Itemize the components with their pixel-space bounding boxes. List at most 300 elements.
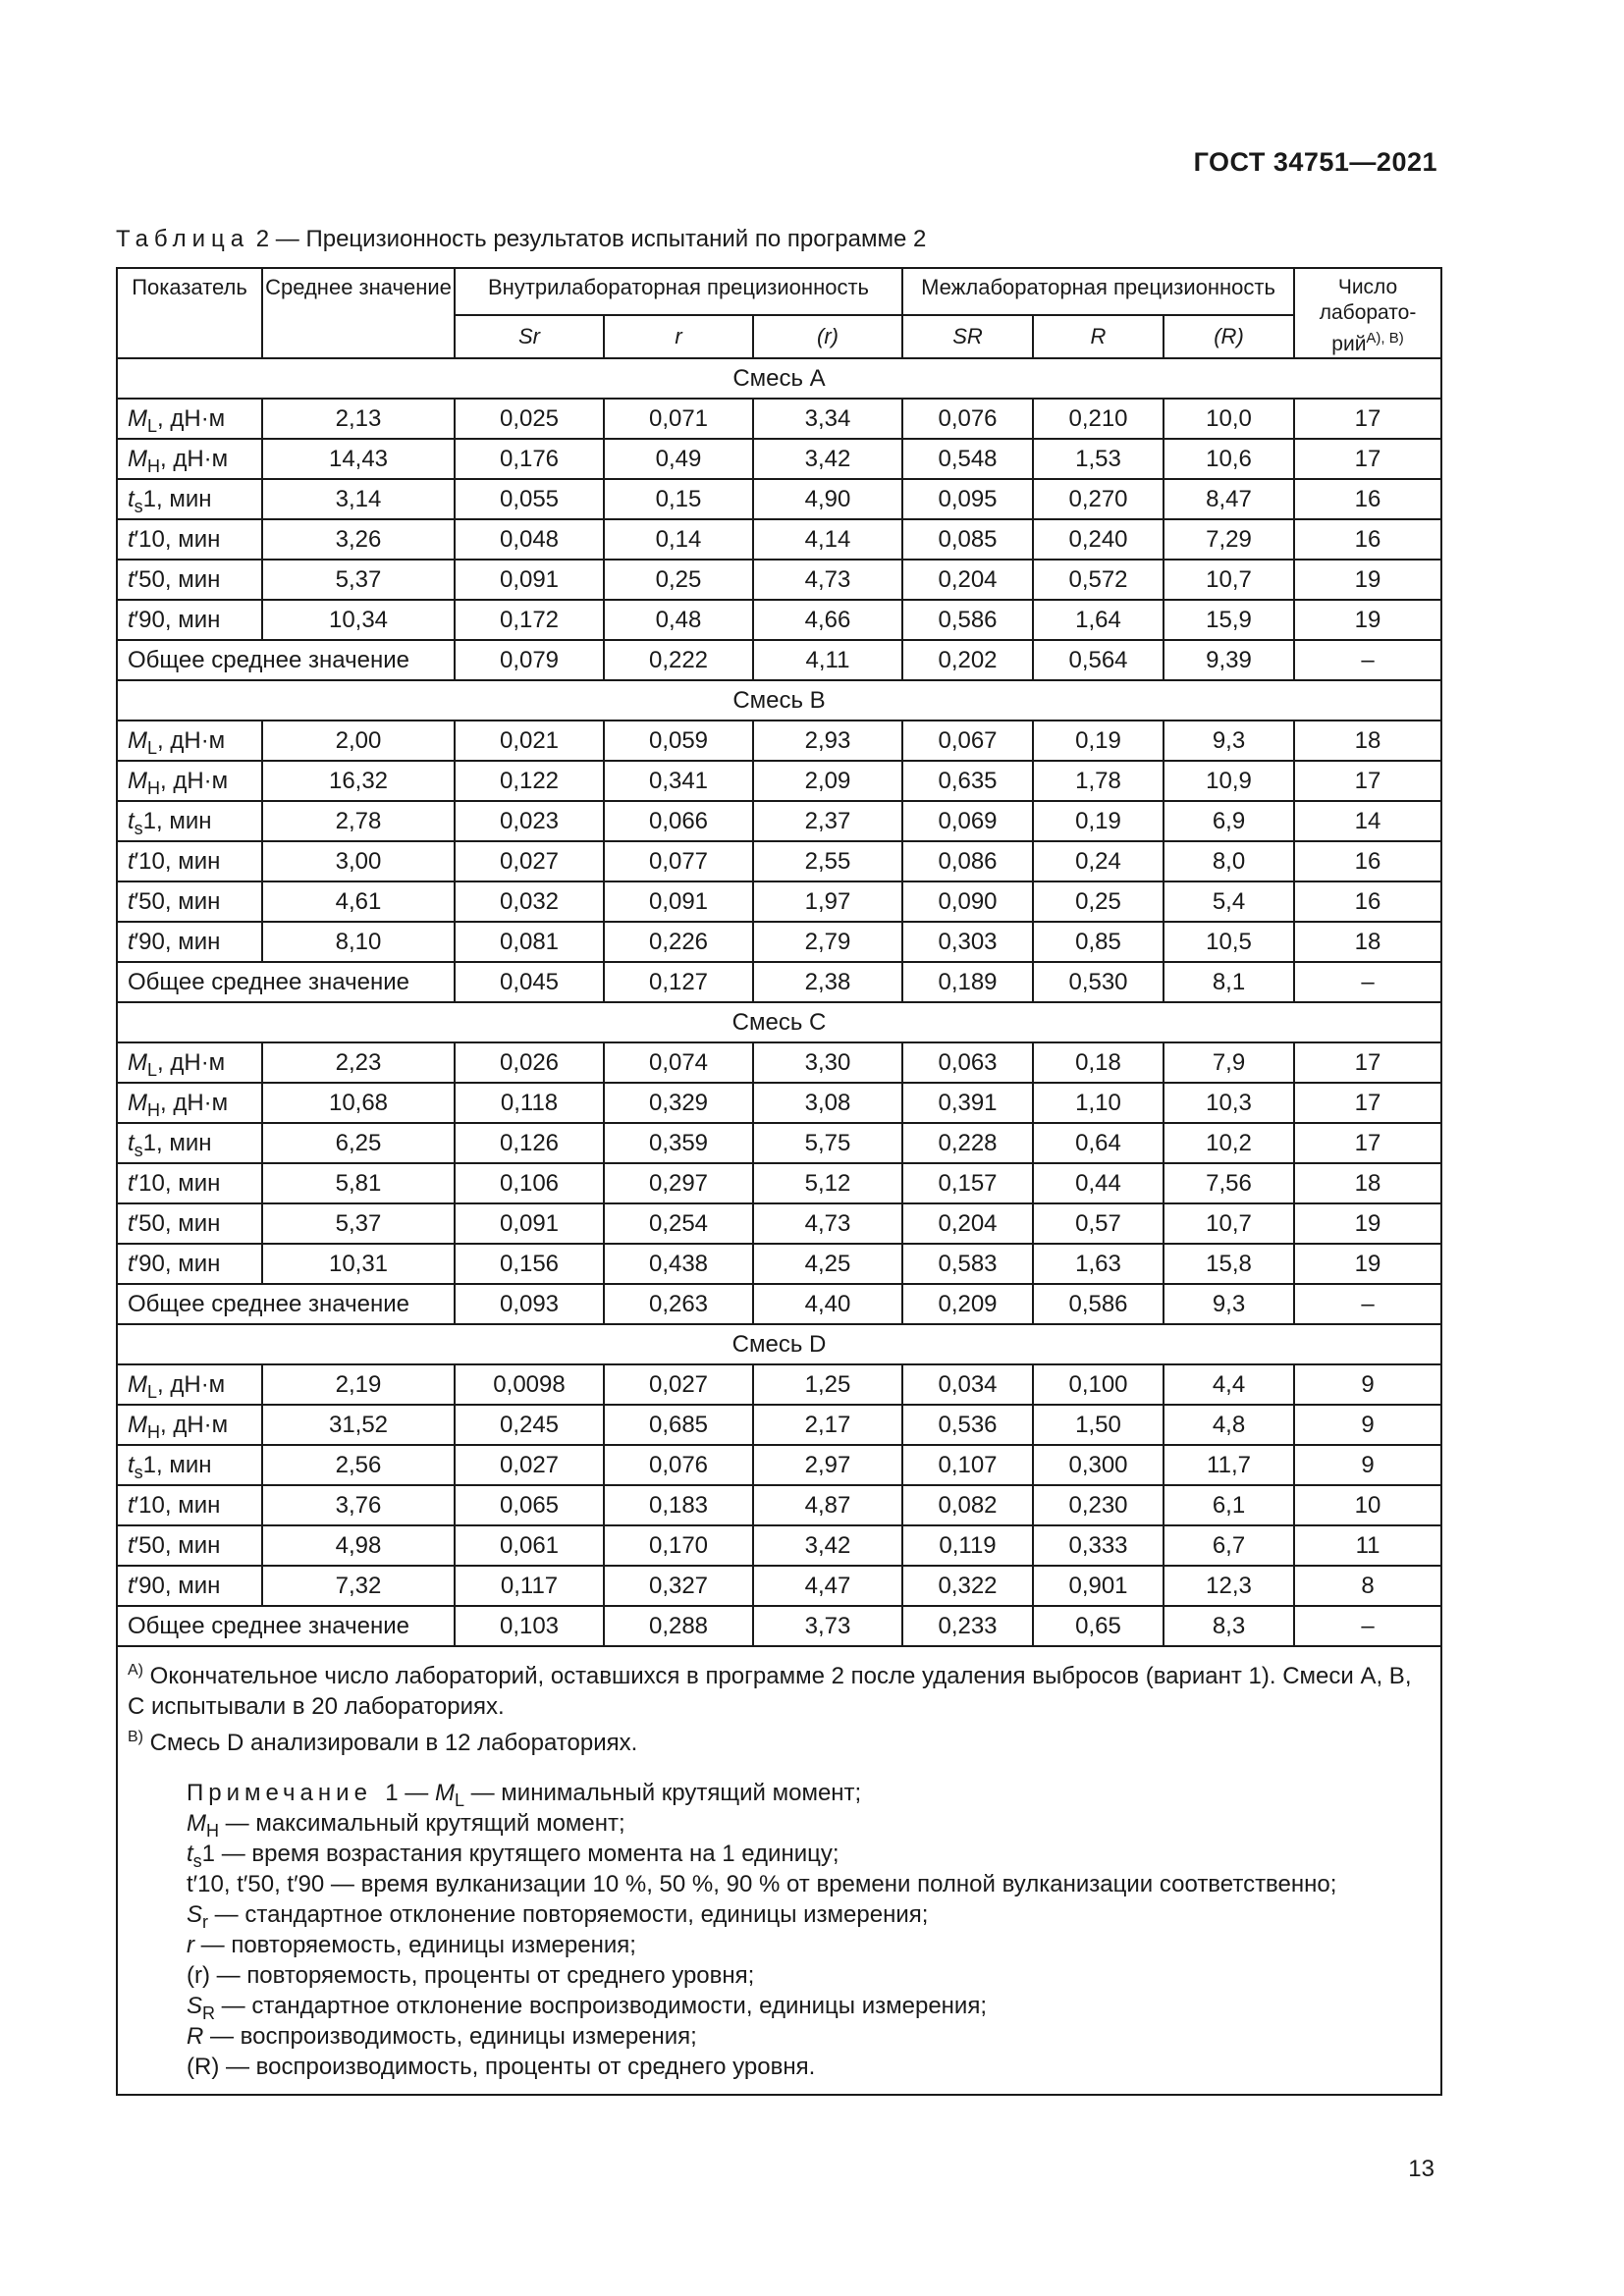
subheader-1 (604, 315, 753, 358)
table-cell: 5,37 (262, 560, 455, 600)
table-cell: 1,97 (753, 881, 902, 922)
table-cell: 17 (1294, 761, 1441, 801)
table-cell: 18 (1294, 1163, 1441, 1203)
table-cell: 4,61 (262, 881, 455, 922)
table-cell: 0,685 (604, 1405, 753, 1445)
table-cell: 16 (1294, 479, 1441, 519)
note-text: — стандартное отклонение воспроизводимости, единицы измерения; (215, 1993, 987, 2019)
table-cell: 10,6 (1164, 439, 1294, 479)
table-cell: 11,7 (1164, 1445, 1294, 1485)
note-line (187, 1869, 1431, 1899)
table-cell: 0,341 (604, 761, 753, 801)
indicator-unit: , дН·м (160, 445, 229, 472)
indicator-symbol: t (128, 1209, 135, 1237)
table-cell: 0,202 (902, 640, 1033, 680)
table-cell: 2,37 (753, 801, 902, 841)
table-row (117, 1364, 1441, 1405)
table-cell: 2,38 (753, 962, 902, 1002)
note-text: — время возрастания крутящего момента на 1 единицу; (215, 1841, 839, 1867)
table-cell: 8,10 (262, 922, 455, 962)
table-cell: 0,085 (902, 519, 1033, 560)
indicator-unit: ′50, мин (134, 565, 221, 593)
indicator-unit: ′10, мин (134, 1169, 221, 1197)
table-cell: 0,57 (1033, 1203, 1164, 1244)
table-cell: 4,8 (1164, 1405, 1294, 1445)
table-cell: 0,091 (455, 560, 604, 600)
table-cell: 3,76 (262, 1485, 455, 1525)
table-cell: 0,240 (1033, 519, 1164, 560)
note-line (187, 1991, 1431, 2021)
indicator-symbol: M (128, 404, 147, 432)
indicator-label (117, 1083, 262, 1123)
table-cell: 5,12 (753, 1163, 902, 1203)
table-cell: 0,391 (902, 1083, 1033, 1123)
header-indicator: Показатель (117, 268, 262, 358)
table-cell: 18 (1294, 922, 1441, 962)
table-cell: 0,034 (902, 1364, 1033, 1405)
note-tail: 1 (201, 1841, 216, 1867)
table-cell: – (1294, 640, 1441, 680)
table-cell: 8,47 (1164, 479, 1294, 519)
note-line (187, 1839, 1431, 1869)
indicator-label (117, 1163, 262, 1203)
indicator-symbol: M (128, 767, 147, 794)
subheader-2 (753, 315, 902, 358)
indicator-unit: ′50, мин (134, 887, 221, 915)
table-cell: 6,9 (1164, 801, 1294, 841)
table-cell: 0,300 (1033, 1445, 1164, 1485)
indicator-symbol: t (128, 1572, 135, 1599)
table-cell: 0,586 (1033, 1284, 1164, 1324)
table-cell: 0,226 (604, 922, 753, 962)
table-cell: 15,8 (1164, 1244, 1294, 1284)
table-cell: 0,359 (604, 1123, 753, 1163)
table-cell: 2,00 (262, 721, 455, 761)
table-cell: 0,64 (1033, 1123, 1164, 1163)
section-title: Смесь С (117, 1002, 1441, 1042)
indicator-label (117, 1525, 262, 1566)
indicator-unit: , дН·м (160, 1089, 229, 1116)
table-cell: 0,635 (902, 761, 1033, 801)
table-cell: 10,5 (1164, 922, 1294, 962)
indicator-symbol: M (128, 1089, 147, 1116)
table-cell: 2,93 (753, 721, 902, 761)
table-cell: 0,172 (455, 600, 604, 640)
table-cell: 3,00 (262, 841, 455, 881)
table-row (117, 1445, 1441, 1485)
table-cell: 0,027 (455, 841, 604, 881)
table-cell: 19 (1294, 1203, 1441, 1244)
table-cell: 2,23 (262, 1042, 455, 1083)
table-cell: 0,438 (604, 1244, 753, 1284)
note-line (187, 1808, 1431, 1839)
note-line (187, 1899, 1431, 1930)
table-cell: 19 (1294, 1244, 1441, 1284)
indicator-label (117, 439, 262, 479)
table-row (117, 1123, 1441, 1163)
indicator-label (117, 841, 262, 881)
indicator-unit: , дН·м (157, 1048, 226, 1076)
table-row (117, 399, 1441, 439)
table-row (117, 841, 1441, 881)
table-cell: 16,32 (262, 761, 455, 801)
table-cell: 2,17 (753, 1405, 902, 1445)
table-cell: 0,19 (1033, 721, 1164, 761)
table-cell: 4,11 (753, 640, 902, 680)
table-cell: 5,37 (262, 1203, 455, 1244)
table-cell: 0,025 (455, 399, 604, 439)
indicator-unit: 1, мин (142, 807, 212, 834)
note-symbol: t (187, 1841, 193, 1867)
indicator-symbol: t (128, 525, 135, 553)
table-cell: 0,222 (604, 640, 753, 680)
table-cell: 0,063 (902, 1042, 1033, 1083)
subheader-0 (455, 315, 604, 358)
table-cell: 4,87 (753, 1485, 902, 1525)
indicator-subscript: L (147, 415, 158, 436)
table-cell: 5,75 (753, 1123, 902, 1163)
table-row (117, 1525, 1441, 1566)
table-cell: 9 (1294, 1405, 1441, 1445)
table-row (117, 1163, 1441, 1203)
note-symbol: M (434, 1780, 455, 1806)
table-cell: 0,583 (902, 1244, 1033, 1284)
table-cell: 10,3 (1164, 1083, 1294, 1123)
table-cell: 0,086 (902, 841, 1033, 881)
table-cell: 7,56 (1164, 1163, 1294, 1203)
table-cell: 0,100 (1033, 1364, 1164, 1405)
indicator-symbol: t (128, 485, 135, 512)
table-cell: 10,7 (1164, 560, 1294, 600)
indicator-label (117, 721, 262, 761)
table-cell: 0,118 (455, 1083, 604, 1123)
table-cell: 0,209 (902, 1284, 1033, 1324)
note-text: (R) — воспроизводимость, проценты от среднего уровня. (187, 2054, 816, 2080)
table-cell: 31,52 (262, 1405, 455, 1445)
table-cell: 0,027 (604, 1364, 753, 1405)
table-cell: 12,3 (1164, 1566, 1294, 1606)
indicator-symbol: t (128, 565, 135, 593)
note-prefix: Примечание (187, 1780, 372, 1806)
table-cell: 0,026 (455, 1042, 604, 1083)
table-cell: 0,103 (455, 1606, 604, 1646)
note-text: — воспроизводимость, единицы измерения; (203, 2023, 697, 2050)
table-cell: 1,64 (1033, 600, 1164, 640)
note-subscript: H (206, 1820, 219, 1841)
table-cell: 0,25 (1033, 881, 1164, 922)
table-cell: 19 (1294, 600, 1441, 640)
subheader-3 (902, 315, 1033, 358)
table-cell: 15,9 (1164, 600, 1294, 640)
note-text: — повторяемость, единицы измерения; (194, 1932, 636, 1958)
table-cell: 5,4 (1164, 881, 1294, 922)
table-cell: 0,230 (1033, 1485, 1164, 1525)
note-symbol: S (187, 1993, 203, 2019)
note-line (187, 1930, 1431, 1960)
table-cell: 10,2 (1164, 1123, 1294, 1163)
overall-label: Общее среднее значение (117, 1284, 455, 1324)
indicator-unit: ′90, мин (134, 928, 221, 955)
table-cell: 0,119 (902, 1525, 1033, 1566)
subheader-symbol: Sr (518, 324, 540, 348)
table-cell: 0,027 (455, 1445, 604, 1485)
subheader-symbol: (R) (1214, 324, 1244, 348)
indicator-unit: , дН·м (157, 1370, 226, 1398)
header-mean: Среднее значение (262, 268, 455, 358)
table-cell: 0,564 (1033, 640, 1164, 680)
overall-row (117, 962, 1441, 1002)
table-cell: 0,076 (902, 399, 1033, 439)
indicator-symbol: t (128, 807, 135, 834)
indicator-unit: ′50, мин (134, 1209, 221, 1237)
indicator-symbol: M (128, 1370, 147, 1398)
table-cell: 0,14 (604, 519, 753, 560)
table-cell: 0,091 (455, 1203, 604, 1244)
indicator-symbol: M (128, 445, 147, 472)
header-labs-text: Число лаборато-рий (1319, 276, 1417, 355)
indicator-subscript: s (134, 496, 143, 516)
subheader-symbol: (r) (817, 324, 839, 348)
note-line (187, 1960, 1431, 1991)
table-cell: 0,176 (455, 439, 604, 479)
table-cell: 0,572 (1033, 560, 1164, 600)
note-line (187, 1778, 1431, 1808)
table-cell: 9,3 (1164, 721, 1294, 761)
indicator-label (117, 1203, 262, 1244)
table-cell: 4,90 (753, 479, 902, 519)
table-row (117, 922, 1441, 962)
table-cell: 6,7 (1164, 1525, 1294, 1566)
footnote-b-text: Смесь D анализировали в 12 лабораториях. (149, 1730, 638, 1756)
table-cell: 0,189 (902, 962, 1033, 1002)
table-cell: 17 (1294, 399, 1441, 439)
table-row (117, 1566, 1441, 1606)
document-code: ГОСТ 34751—2021 (1193, 147, 1437, 177)
table-cell: 4,66 (753, 600, 902, 640)
table-cell: 0,048 (455, 519, 604, 560)
table-cell: 0,170 (604, 1525, 753, 1566)
table-cell: 6,25 (262, 1123, 455, 1163)
header-labs-sup: А), В) (1366, 330, 1404, 347)
note-symbol: R (187, 2023, 204, 2050)
table-row (117, 1244, 1441, 1284)
table-row (117, 600, 1441, 640)
note-block (128, 1778, 1431, 2082)
indicator-label (117, 801, 262, 841)
footnote-b-mark: В) (128, 1729, 143, 1745)
table-cell: 0,548 (902, 439, 1033, 479)
indicator-label (117, 761, 262, 801)
note-symbol: S (187, 1901, 203, 1928)
overall-label: Общее среднее значение (117, 962, 455, 1002)
footnote-a-mark: А) (128, 1662, 143, 1679)
indicator-label (117, 1485, 262, 1525)
indicator-subscript: s (134, 818, 143, 838)
note-subscript: R (202, 2002, 216, 2023)
table-cell: 16 (1294, 881, 1441, 922)
table-cell: 14 (1294, 801, 1441, 841)
overall-row (117, 1606, 1441, 1646)
section-row (117, 358, 1441, 399)
table-cell: 0,65 (1033, 1606, 1164, 1646)
indicator-symbol: t (128, 928, 135, 955)
indicator-symbol: t (128, 887, 135, 915)
table-cell: 0,48 (604, 600, 753, 640)
overall-label: Общее среднее значение (117, 640, 455, 680)
table-cell: 2,79 (753, 922, 902, 962)
footnote-a (128, 1655, 1431, 1722)
table-cell: 0,270 (1033, 479, 1164, 519)
table-cell: 2,97 (753, 1445, 902, 1485)
table-caption (116, 226, 926, 253)
table-cell: 0,327 (604, 1566, 753, 1606)
table-row (117, 479, 1441, 519)
table-cell: 7,29 (1164, 519, 1294, 560)
table-cell: 3,08 (753, 1083, 902, 1123)
table-cell: 8,0 (1164, 841, 1294, 881)
note-subscript: s (192, 1850, 202, 1871)
indicator-unit: ′50, мин (134, 1531, 221, 1559)
indicator-label (117, 922, 262, 962)
indicator-label (117, 519, 262, 560)
table-cell: 0,0098 (455, 1364, 604, 1405)
table-cell: 4,14 (753, 519, 902, 560)
table-cell: 0,586 (902, 600, 1033, 640)
indicator-unit: ′10, мин (134, 1491, 221, 1519)
subheader-symbol: r (675, 324, 682, 348)
section-row (117, 680, 1441, 721)
table-cell: 17 (1294, 439, 1441, 479)
header-inter: Межлабораторная прецизионность (902, 268, 1294, 315)
section-title: Смесь А (117, 358, 1441, 399)
section-row (117, 1324, 1441, 1364)
table-cell: 0,065 (455, 1485, 604, 1525)
table-cell: 0,245 (455, 1405, 604, 1445)
table-cell: 0,077 (604, 841, 753, 881)
indicator-symbol: t (128, 1250, 135, 1277)
table-cell: 0,44 (1033, 1163, 1164, 1203)
table-cell: 10,7 (1164, 1203, 1294, 1244)
indicator-unit: 1, мин (142, 485, 212, 512)
indicator-label (117, 1042, 262, 1083)
table-cell: 3,42 (753, 1525, 902, 1566)
table-cell: 0,157 (902, 1163, 1033, 1203)
table-row (117, 519, 1441, 560)
table-cell: 17 (1294, 1083, 1441, 1123)
indicator-unit: 1, мин (142, 1451, 212, 1478)
table-cell: 2,56 (262, 1445, 455, 1485)
table-cell: 0,333 (1033, 1525, 1164, 1566)
overall-row (117, 640, 1441, 680)
table-cell: 9 (1294, 1364, 1441, 1405)
indicator-unit: 1, мин (142, 1129, 212, 1156)
table-cell: 4,47 (753, 1566, 902, 1606)
indicator-unit: ′90, мин (134, 606, 221, 633)
table-row (117, 1203, 1441, 1244)
table-cell: 8,1 (1164, 962, 1294, 1002)
indicator-label (117, 1445, 262, 1485)
table-cell: 4,40 (753, 1284, 902, 1324)
table-cell: 0,127 (604, 962, 753, 1002)
table-cell: 0,204 (902, 560, 1033, 600)
table-row (117, 560, 1441, 600)
indicator-label (117, 1123, 262, 1163)
table-cell: 16 (1294, 519, 1441, 560)
table-cell: 3,14 (262, 479, 455, 519)
table-cell: 0,032 (455, 881, 604, 922)
note-subscript: r (202, 1911, 209, 1932)
table-cell: – (1294, 962, 1441, 1002)
table-cell: 10,0 (1164, 399, 1294, 439)
table-cell: 0,254 (604, 1203, 753, 1244)
table-cell: 9,3 (1164, 1284, 1294, 1324)
table-cell: 0,095 (902, 479, 1033, 519)
table-cell: 11 (1294, 1525, 1441, 1566)
table-cell: 8,3 (1164, 1606, 1294, 1646)
table-cell: 4,98 (262, 1525, 455, 1566)
table-cell: 0,055 (455, 479, 604, 519)
table-cell: 14,43 (262, 439, 455, 479)
table-cell: 1,10 (1033, 1083, 1164, 1123)
table-cell: 0,122 (455, 761, 604, 801)
indicator-subscript: H (147, 777, 160, 798)
table-cell: 0,156 (455, 1244, 604, 1284)
table-cell: 0,071 (604, 399, 753, 439)
table-cell: 4,4 (1164, 1364, 1294, 1405)
table-cell: 17 (1294, 1123, 1441, 1163)
indicator-subscript: H (147, 1099, 160, 1120)
indicator-symbol: t (128, 1169, 135, 1197)
table-cell: 3,42 (753, 439, 902, 479)
indicator-label (117, 600, 262, 640)
table-row (117, 1083, 1441, 1123)
table-cell: 7,9 (1164, 1042, 1294, 1083)
subheader-symbol: SR (952, 324, 983, 348)
section-title: Смесь В (117, 680, 1441, 721)
table-cell: 1,53 (1033, 439, 1164, 479)
note-text: — минимальный крутящий момент; (463, 1780, 862, 1806)
indicator-subscript: H (147, 1421, 160, 1442)
indicator-label (117, 399, 262, 439)
indicator-unit: ′90, мин (134, 1250, 221, 1277)
table-cell: 10,9 (1164, 761, 1294, 801)
page-number: 13 (1408, 2156, 1435, 2182)
section-title: Смесь D (117, 1324, 1441, 1364)
table-cell: 0,091 (604, 881, 753, 922)
note-text: — максимальный крутящий момент; (219, 1810, 625, 1837)
table-cell: 0,059 (604, 721, 753, 761)
table-cell: 0,074 (604, 1042, 753, 1083)
note-number: 1 — (385, 1780, 429, 1806)
table-cell: 0,210 (1033, 399, 1164, 439)
indicator-label (117, 1244, 262, 1284)
table-cell: 0,023 (455, 801, 604, 841)
table-cell: 0,901 (1033, 1566, 1164, 1606)
indicator-symbol: t (128, 847, 135, 875)
table-cell: 0,021 (455, 721, 604, 761)
table-cell: 1,63 (1033, 1244, 1164, 1284)
table-cell: 0,263 (604, 1284, 753, 1324)
table-cell: 3,30 (753, 1042, 902, 1083)
indicator-subscript: L (147, 1381, 158, 1402)
table-cell: – (1294, 1606, 1441, 1646)
table-row (117, 801, 1441, 841)
table-cell: – (1294, 1284, 1441, 1324)
indicator-symbol: t (128, 1451, 135, 1478)
table-cell: 4,25 (753, 1244, 902, 1284)
precision-table-wrapper (116, 267, 1440, 2096)
note-text: — стандартное отклонение повторяемости, единицы измерения; (208, 1901, 929, 1928)
